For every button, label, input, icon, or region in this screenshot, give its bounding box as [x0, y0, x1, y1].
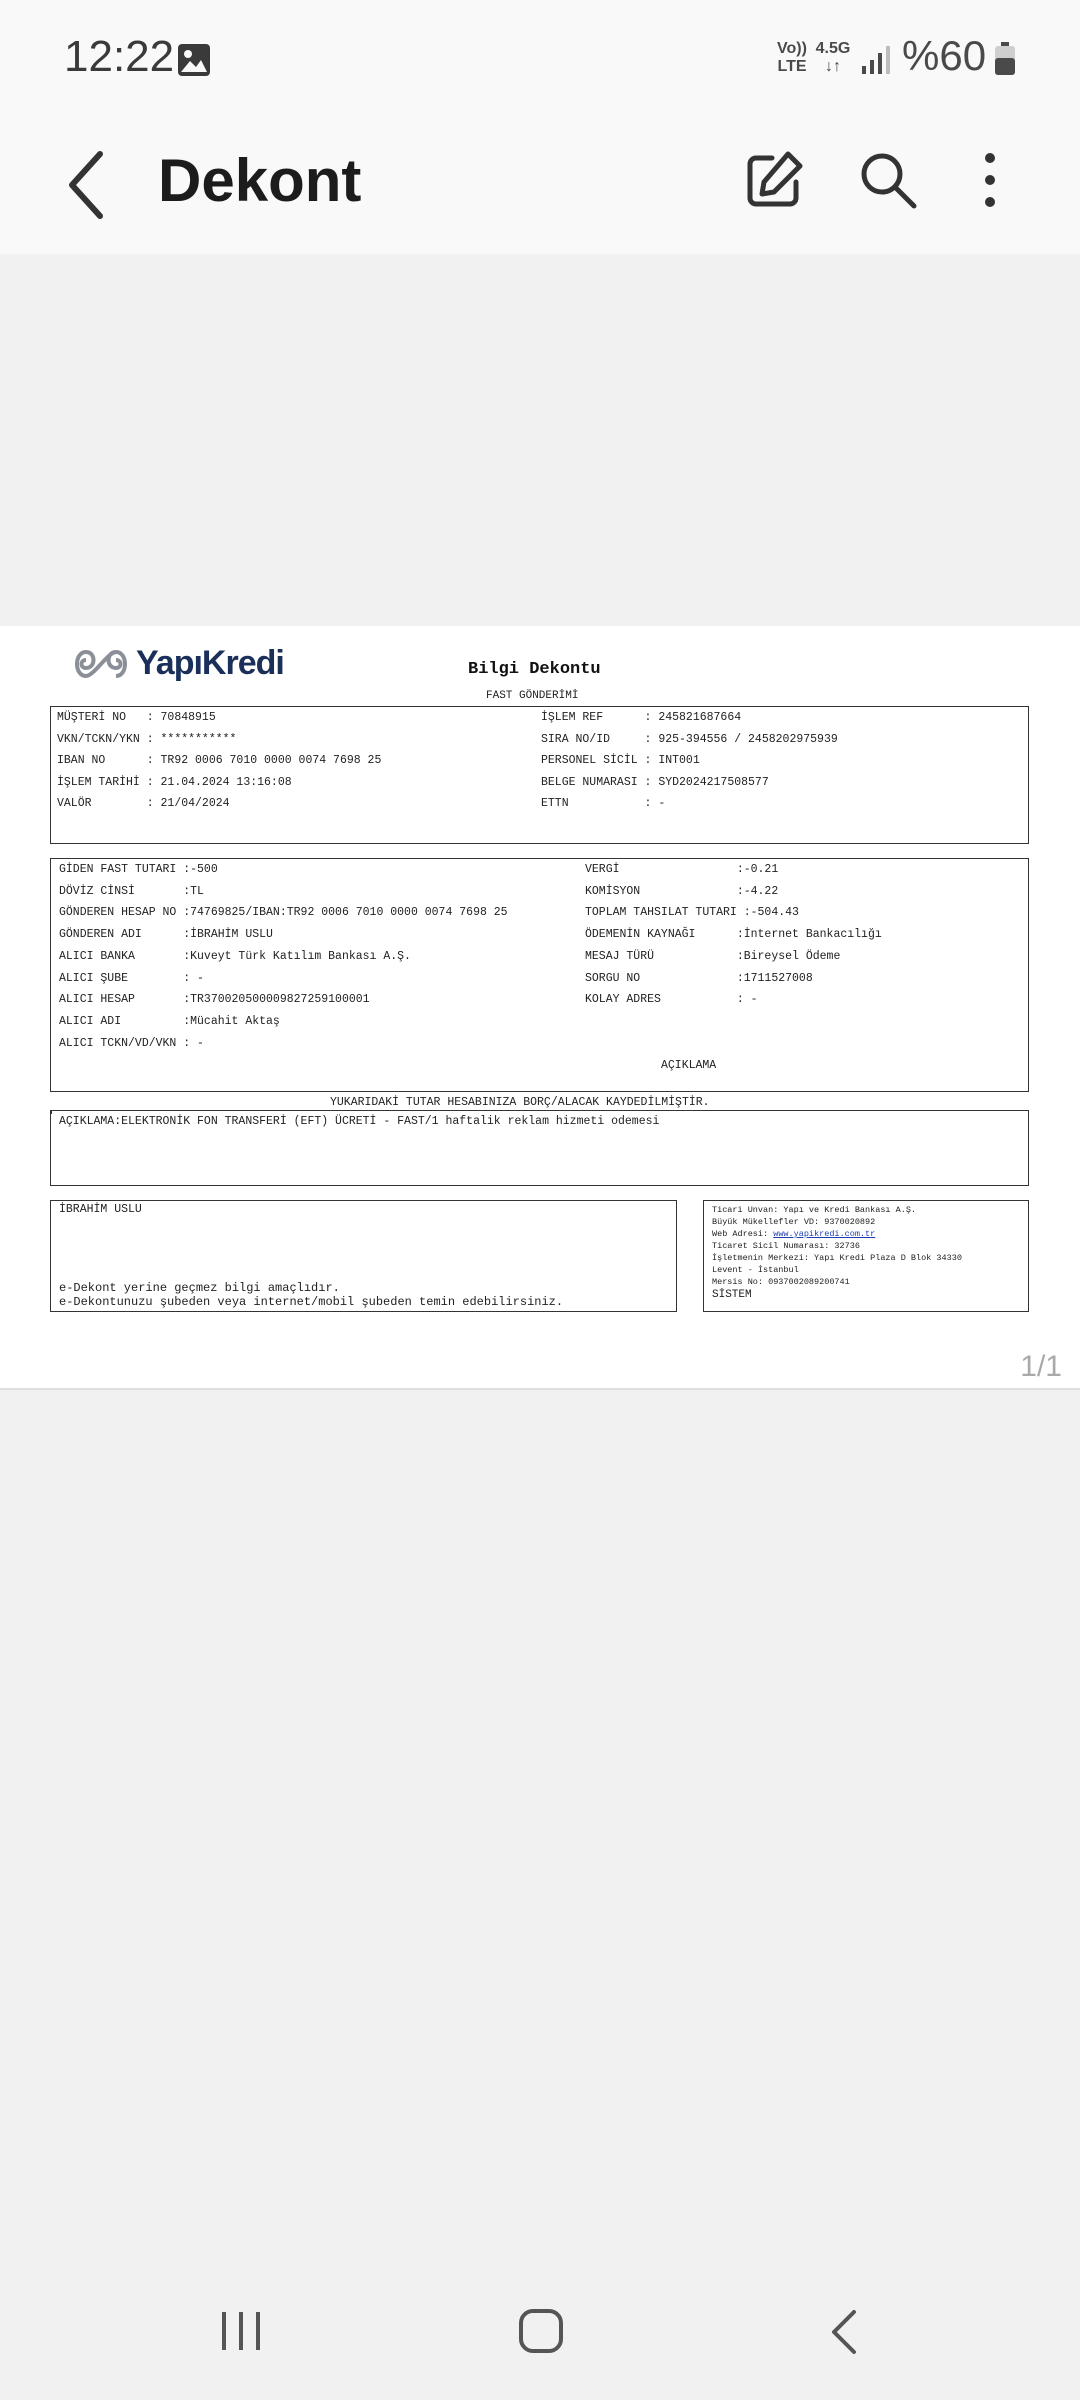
- bank-info-line: Levent - İstanbul: [712, 1265, 799, 1275]
- debit-notice: YUKARIDAKİ TUTAR HESABINIZA BORÇ/ALACAK KAYDEDİLMİŞTİR.: [330, 1096, 710, 1109]
- home-icon[interactable]: [518, 2308, 564, 2354]
- back-arrow-icon[interactable]: [58, 148, 118, 222]
- customer-info-row: MÜŞTERİ NO : 70848915: [57, 711, 216, 724]
- signature-box: [50, 1200, 677, 1312]
- network-4-5g-indicator: 4.5G ↓↑: [815, 40, 851, 75]
- aciklama-label: AÇIKLAMA: [661, 1059, 717, 1072]
- bank-info-line: Web Adresi: www.yapikredi.com.tr: [712, 1229, 876, 1239]
- transfer-detail-row: GÖNDEREN ADI :İBRAHİM USLU: [59, 928, 273, 941]
- battery-percentage: %60: [902, 32, 987, 79]
- document-subtitle: FAST GÖNDERİMİ: [486, 690, 579, 702]
- page-indicator: 1/1: [1020, 1350, 1062, 1383]
- system-label: SİSTEM: [712, 1289, 752, 1301]
- transfer-detail-row: GİDEN FAST TUTARI :-500: [59, 863, 218, 876]
- customer-info-row: VKN/TCKN/YKN : ***********: [57, 733, 237, 746]
- volte-lte-indicator: Vo)) LTE: [777, 40, 807, 75]
- signal-strength-icon: [860, 44, 894, 74]
- search-icon[interactable]: [856, 148, 920, 212]
- more-options-icon[interactable]: [968, 148, 1012, 212]
- description-text: AÇIKLAMA:ELEKTRONİK FON TRANSFERİ (EFT) ÜCRETİ - FAST/1 haftalik reklam hizmeti odemesi: [59, 1115, 660, 1128]
- bank-info-box: [703, 1200, 1029, 1312]
- fee-detail-row: ÖDEMENİN KAYNAĞI :İnternet Bankacılığı: [585, 928, 882, 941]
- bank-info-line: Ticaret Sicil Numarası: 32736: [712, 1241, 860, 1251]
- fee-detail-row: KOMİSYON :-4.22: [585, 885, 779, 898]
- yapikredi-logo-icon: [70, 648, 132, 680]
- transaction-info-row: BELGE NUMARASI : SYD2024217508577: [541, 776, 769, 789]
- bank-website-link[interactable]: www.yapikredi.com.tr: [773, 1229, 876, 1239]
- bank-name: YapıKredi: [136, 644, 284, 682]
- transaction-info-row: PERSONEL SİCİL : INT001: [541, 754, 700, 767]
- bank-logo: [70, 644, 284, 684]
- transaction-info-row: SIRA NO/ID : 925-394556 / 2458202975939: [541, 733, 838, 746]
- nav-back-icon[interactable]: [826, 2308, 862, 2356]
- document-title: Bilgi Dekontu: [468, 660, 601, 679]
- edit-icon[interactable]: [742, 148, 806, 212]
- disclaimer-line: e-Dekontunuzu şubeden veya internet/mobil şubeden temin edebilirsiniz.: [59, 1295, 564, 1309]
- sender-name: İBRAHİM USLU: [59, 1203, 142, 1216]
- bank-info-line: İşletmenin Merkezi: Yapı Kredi Plaza D Blok 34330: [712, 1253, 962, 1263]
- app-bar: [0, 118, 1080, 254]
- customer-info-row: IBAN NO : TR92 0006 7010 0000 0074 7698 25: [57, 754, 382, 767]
- fee-detail-row: SORGU NO :1711527008: [585, 972, 813, 985]
- description-box: [50, 1110, 1029, 1186]
- status-time: 12:22: [64, 32, 175, 81]
- transfer-detail-row: GÖNDEREN HESAP NO :74769825/IBAN:TR92 0006 7010 0000 0074 7698 25: [59, 906, 508, 919]
- transfer-detail-row: ALICI TCKN/VD/VKN : -: [59, 1037, 204, 1050]
- status-bar: [0, 0, 1080, 118]
- bank-info-line: Büyük Mükellefler VD: 9370020892: [712, 1217, 876, 1227]
- bank-info-line: Ticari Unvan: Yapı ve Kredi Bankası A.Ş.: [712, 1205, 917, 1215]
- fee-detail-row: VERGİ :-0.21: [585, 863, 779, 876]
- fee-detail-row: MESAJ TÜRÜ :Bireysel Ödeme: [585, 950, 841, 963]
- transfer-detail-row: ALICI BANKA :Kuveyt Türk Katılım Bankası A.Ş.: [59, 950, 411, 963]
- customer-info-row: İŞLEM TARİHİ : 21.04.2024 13:16:08: [57, 776, 292, 789]
- page-title: Dekont: [158, 147, 362, 214]
- transaction-info-row: İŞLEM REF : 245821687664: [541, 711, 742, 724]
- transaction-info-row: ETTN : -: [541, 797, 666, 810]
- bank-info-line: Mersis No: 0937002089200741: [712, 1277, 850, 1287]
- battery-icon: [994, 42, 1016, 76]
- gallery-notification-icon: [176, 42, 212, 78]
- pdf-page[interactable]: [0, 626, 1080, 1390]
- fee-detail-row: KOLAY ADRES : -: [585, 993, 758, 1006]
- fee-detail-row: TOPLAM TAHSILAT TUTARI :-504.43: [585, 906, 799, 919]
- transfer-details-box: [50, 858, 1029, 1092]
- customer-info-row: VALÖR : 21/04/2024: [57, 797, 230, 810]
- transfer-detail-row: DÖVİZ CİNSİ :TL: [59, 885, 204, 898]
- system-navigation-bar: [0, 2260, 1080, 2400]
- customer-info-box: [50, 706, 1029, 844]
- disclaimer-line: e-Dekont yerine geçmez bilgi amaçlıdır.: [59, 1281, 340, 1295]
- transfer-detail-row: ALICI ŞUBE : -: [59, 972, 204, 985]
- recents-icon[interactable]: [218, 2308, 264, 2354]
- transfer-detail-row: ALICI HESAP :TR370020500009827259100001: [59, 993, 370, 1006]
- transfer-detail-row: ALICI ADI :Mücahit Aktaş: [59, 1015, 280, 1028]
